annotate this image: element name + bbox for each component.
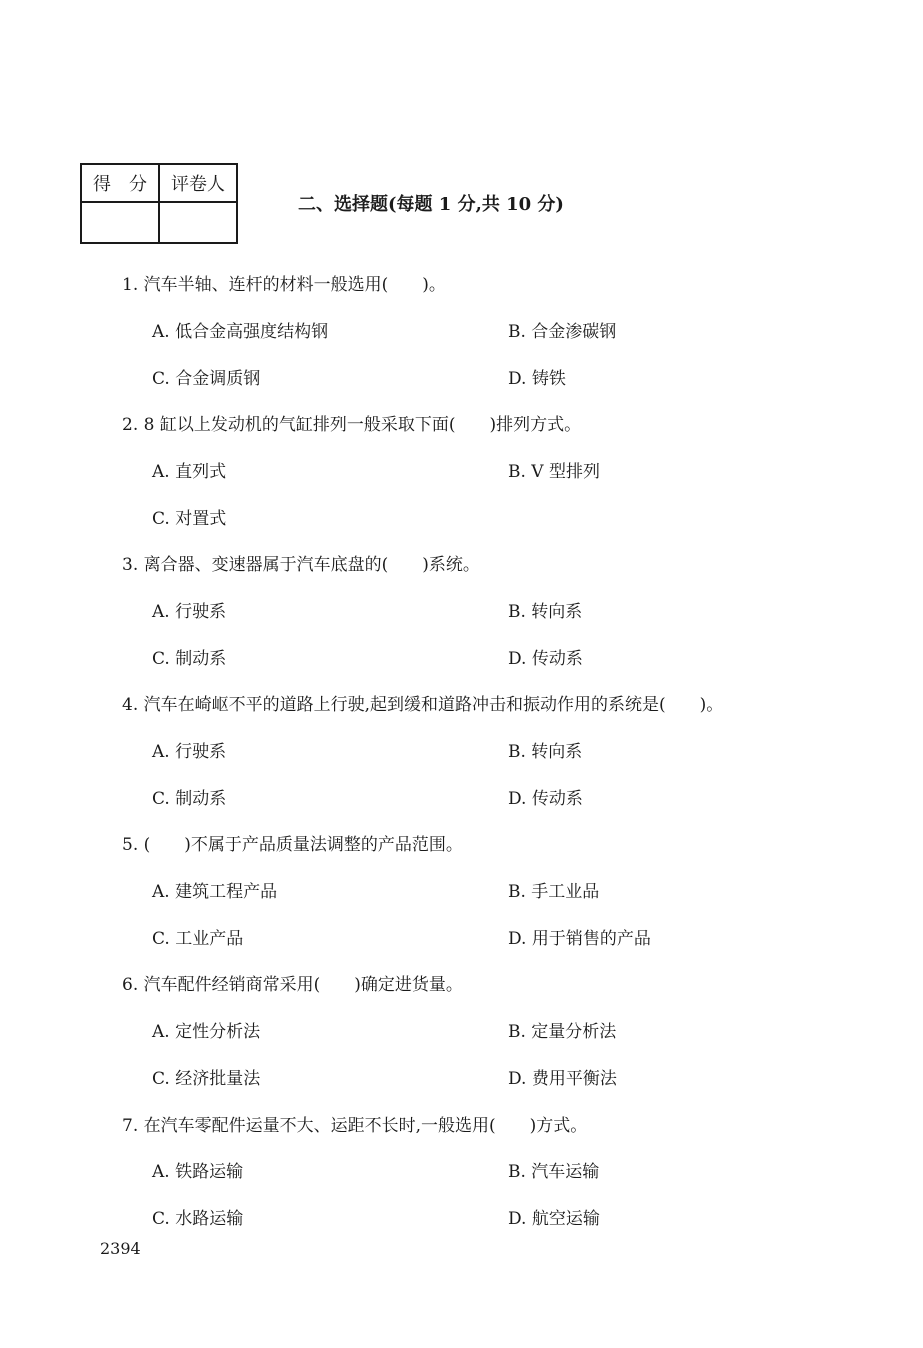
q1-option-b: B. 合金渗碳钢 bbox=[508, 322, 617, 342]
q1-option-a: A. 低合金高强度结构钢 bbox=[152, 322, 329, 342]
q6-option-c: C. 经济批量法 bbox=[152, 1069, 261, 1089]
q2-option-c: C. 对置式 bbox=[152, 509, 227, 529]
q2-option-b: B. V 型排列 bbox=[508, 462, 600, 482]
q3-option-a: A. 行驶系 bbox=[152, 602, 227, 622]
q7-option-b: B. 汽车运输 bbox=[508, 1162, 600, 1182]
score-cell bbox=[81, 202, 159, 243]
q5-option-b: B. 手工业品 bbox=[508, 882, 600, 902]
q7-option-c: C. 水路运输 bbox=[152, 1209, 244, 1229]
q4-option-b: B. 转向系 bbox=[508, 742, 583, 762]
q4-option-d: D. 传动系 bbox=[508, 789, 583, 809]
q4-option-c: C. 制动系 bbox=[152, 789, 227, 809]
q7-option-d: D. 航空运输 bbox=[508, 1209, 600, 1229]
q1-option-c: C. 合金调质钢 bbox=[152, 369, 261, 389]
question-6: 6. 汽车配件经销商常采用( )确定进货量。 bbox=[122, 975, 463, 995]
q1-option-d: D. 铸铁 bbox=[508, 369, 566, 389]
question-3: 3. 离合器、变速器属于汽车底盘的( )系统。 bbox=[122, 555, 480, 575]
q6-option-a: A. 定性分析法 bbox=[152, 1022, 261, 1042]
question-7: 7. 在汽车零配件运量不大、运距不长时,一般选用( )方式。 bbox=[122, 1116, 588, 1136]
q2-option-a: A. 直列式 bbox=[152, 462, 227, 482]
score-label: 得 分 bbox=[81, 164, 159, 202]
q6-option-d: D. 费用平衡法 bbox=[508, 1069, 617, 1089]
q6-option-b: B. 定量分析法 bbox=[508, 1022, 617, 1042]
q3-option-d: D. 传动系 bbox=[508, 649, 583, 669]
q7-option-a: A. 铁路运输 bbox=[152, 1162, 244, 1182]
score-table bbox=[80, 163, 238, 244]
question-2: 2. 8 缸以上发动机的气缸排列一般采取下面( )排列方式。 bbox=[122, 415, 582, 435]
q5-option-d: D. 用于销售的产品 bbox=[508, 929, 651, 949]
grader-cell bbox=[159, 202, 237, 243]
question-4: 4. 汽车在崎岖不平的道路上行驶,起到缓和道路冲击和振动作用的系统是( )。 bbox=[122, 695, 724, 715]
q4-option-a: A. 行驶系 bbox=[152, 742, 227, 762]
question-1: 1. 汽车半轴、连杆的材料一般选用( )。 bbox=[122, 275, 446, 295]
q5-option-c: C. 工业产品 bbox=[152, 929, 244, 949]
q5-option-a: A. 建筑工程产品 bbox=[152, 882, 278, 902]
page-number: 2394 bbox=[100, 1239, 141, 1258]
q3-option-b: B. 转向系 bbox=[508, 602, 583, 622]
q3-option-c: C. 制动系 bbox=[152, 649, 227, 669]
grader-label: 评卷人 bbox=[159, 164, 237, 202]
question-5: 5. ( )不属于产品质量法调整的产品范围。 bbox=[122, 835, 463, 855]
section-title: 二、选择题(每题 1 分,共 10 分) bbox=[298, 194, 564, 215]
